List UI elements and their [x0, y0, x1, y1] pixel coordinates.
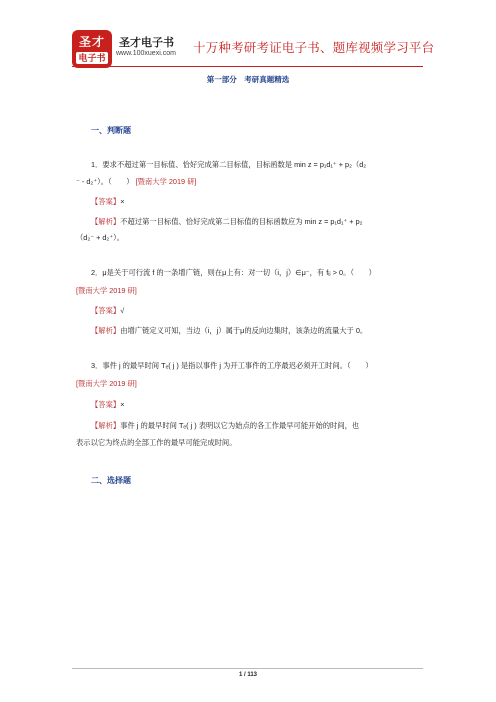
part-title: 第一部分 考研真题精选 — [206, 75, 290, 84]
logo-line1: 圣才 — [78, 35, 105, 49]
q2-analysis-text1: 由增广链定义可知，当边（i，j）属于μ的反向边集时，该条边的流量大于 0。 — [120, 326, 368, 335]
q3-answer-tag: 【答案】 — [91, 400, 121, 409]
header-slogan: 十万种考研考证电子书、题库视频学习平台 — [193, 41, 435, 55]
brand-logo — [72, 30, 112, 68]
q1-line2-text: ⁻ - d₂⁺）。（ ） — [76, 177, 134, 186]
q1-line2 — [76, 177, 196, 187]
q2-answer-tag: 【答案】 — [91, 306, 121, 315]
q2-analysis-tag: 【解析】 — [91, 326, 121, 335]
q1-line1: 1．要求不超过第一目标值、恰好完成第二目标值，目标函数是 min z = p₁d₁⁺ + p₂（d₂ — [91, 160, 367, 169]
q2-line1: 2．μ是关于可行流 f 的一条增广链，则在μ上有：对一切（i，j）∈μ⁻，有 fᵢⱼ > 0。（ ） — [91, 268, 376, 277]
q1-analysis-line1 — [91, 217, 362, 227]
q3-analysis-line2: 表示以它为终点的全部工作的最早可能完成时间。 — [76, 438, 237, 447]
q2-analysis-line1 — [91, 326, 367, 336]
footer-divider — [72, 668, 423, 669]
q3-answer-value: × — [120, 400, 125, 409]
q1-source: [暨南大学 2019 研] — [135, 177, 197, 186]
q2-answer-value: √ — [120, 306, 125, 315]
header-divider — [72, 66, 423, 67]
q3-line1: 3．事件 j 的最早时间 Tₑ( j ) 是指以事件 j 为开工事件的工序最迟必须开工时间。（ ） — [91, 361, 373, 370]
q3-source: [暨南大学 2019 研] — [76, 379, 137, 388]
logo-line2: 电子书 — [78, 53, 106, 63]
q1-answer-value: × — [120, 197, 125, 206]
section-heading-true-false: 一、判断题 — [91, 126, 131, 135]
q3-answer — [91, 400, 124, 410]
brand-name: 圣才电子书 — [119, 37, 174, 49]
q3-analysis-text1: 事件 j 的最早时间 Tₑ( j ) 表明以它为始点的各工作最早可能开始的时间，也 — [120, 421, 360, 430]
q1-analysis-text1: 不超过第一目标值、恰好完成第二目标值的目标函数应为 min z = p₁d₁⁺ + p₂ — [120, 217, 363, 226]
q3-analysis-line1 — [91, 421, 359, 431]
q2-answer — [91, 306, 124, 316]
page-number: 1 / 113 — [238, 672, 258, 678]
q1-analysis-tag: 【解析】 — [91, 217, 121, 226]
q1-answer — [91, 197, 124, 207]
q2-source: [暨南大学 2019 研] — [76, 286, 137, 295]
brand-url[interactable]: www.100xuexi.com — [116, 50, 176, 57]
section-heading-multiple-choice: 二、选择题 — [91, 476, 131, 485]
q1-answer-tag: 【答案】 — [91, 197, 121, 206]
q1-analysis-line2: （d₂⁻ + d₂⁺）。 — [76, 233, 125, 242]
q3-analysis-tag: 【解析】 — [91, 421, 121, 430]
